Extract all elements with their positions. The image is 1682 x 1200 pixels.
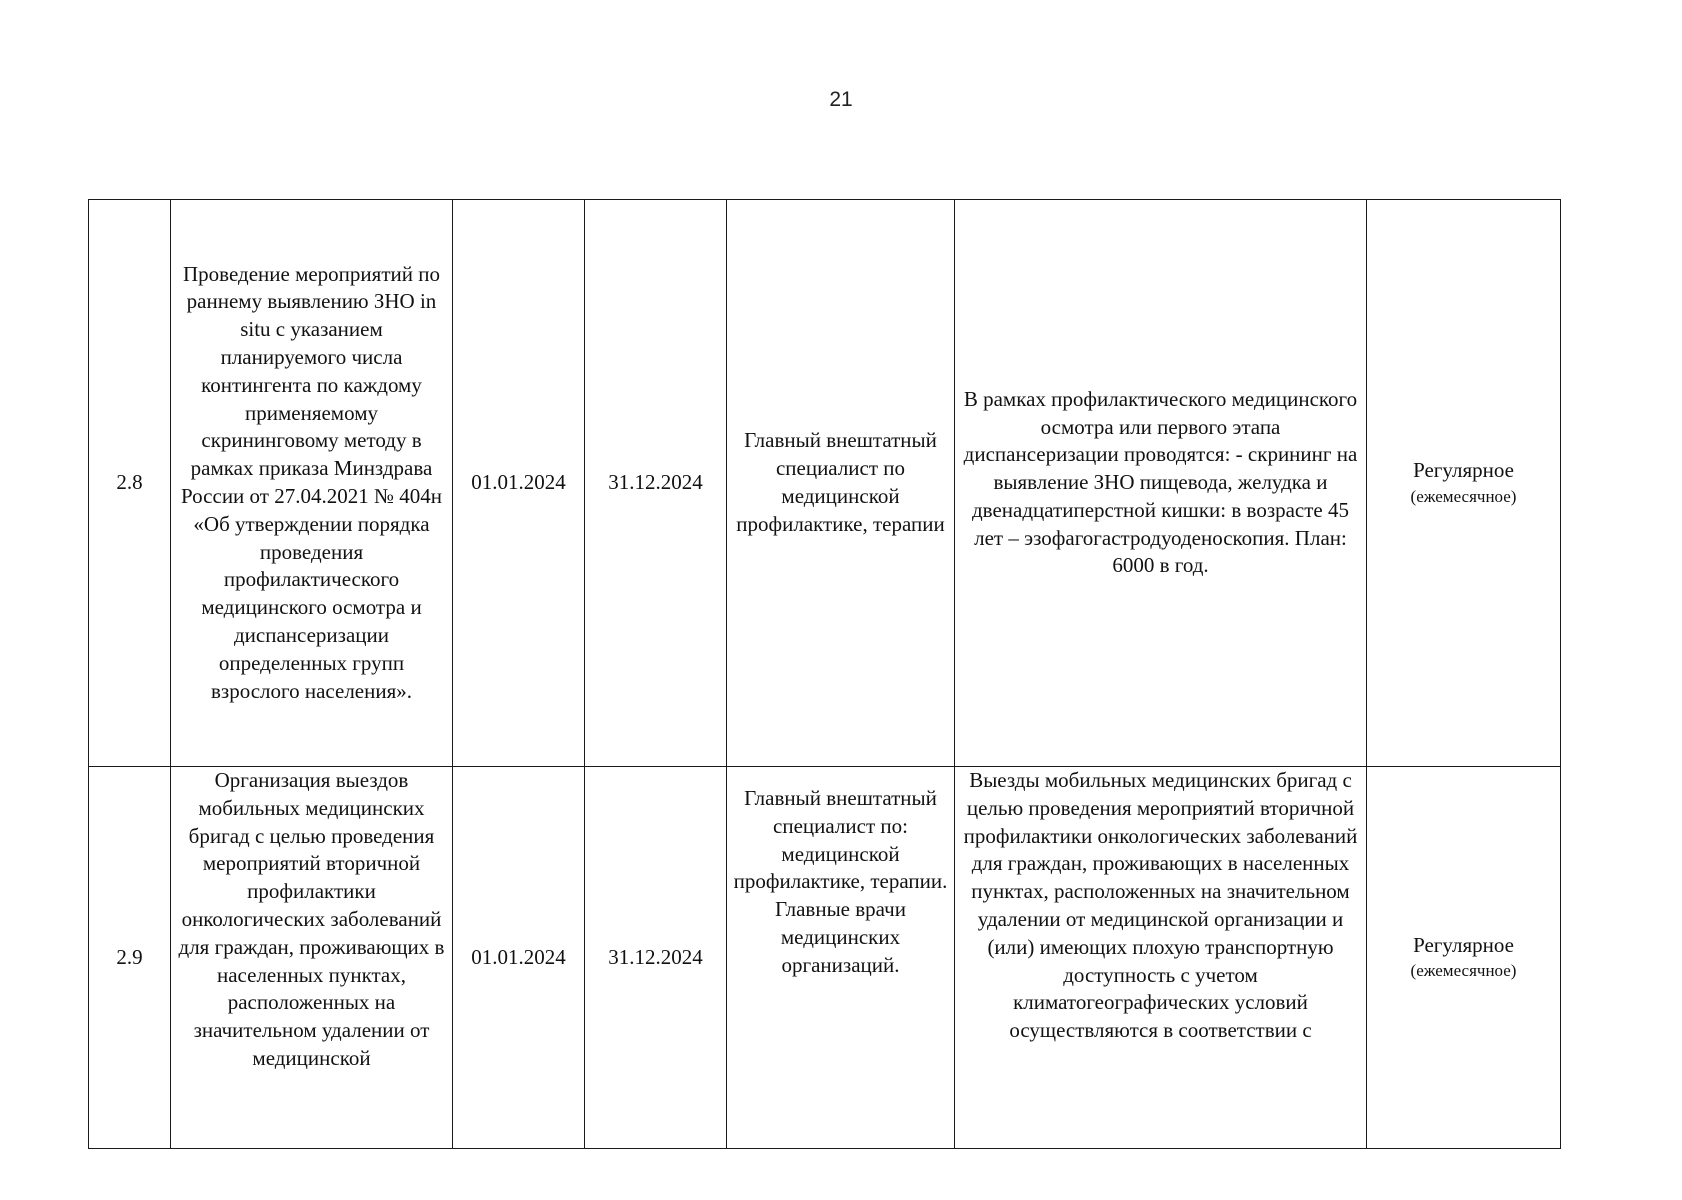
start-date-cell — [453, 200, 585, 767]
result-cell — [955, 200, 1367, 767]
row-number-cell — [89, 200, 171, 767]
row-number: 2.8 — [116, 470, 143, 495]
responsible-text: Главный внештатный специалист по медицинской профилактике, терапии — [736, 428, 945, 536]
responsible-cell — [727, 200, 955, 767]
periodicity-note: (ежемесячное) — [1410, 486, 1517, 506]
table-row — [89, 767, 1561, 1149]
responsible-text: Главный внештатный специалист по: медицинской профилактике, терапии. Главные врачи медицинских организаций. — [733, 786, 948, 977]
periodicity-note: (ежемесячное) — [1410, 961, 1517, 981]
result-cell — [955, 767, 1367, 1149]
activity-text: Проведение мероприятий по раннему выявлению ЗНО in situ с указанием планируемого числа контингента по каждому применяемому скрининговому методу в рамках приказа Минздрава России от 27.04.2021 № 404н «Об утверждении порядка проведения профилактического медицинского осмотра и диспансеризации определенных групп взрослого населения». — [181, 261, 442, 703]
start-date: 01.01.2024 — [471, 944, 566, 969]
row-number-cell — [89, 767, 171, 1149]
end-date: 31.12.2024 — [608, 470, 703, 495]
periodicity-cell — [1367, 767, 1561, 1149]
activity-cell — [171, 767, 453, 1149]
start-date-cell — [453, 767, 585, 1149]
activity-cell — [171, 200, 453, 767]
plan-table — [88, 199, 1561, 1149]
row-number: 2.9 — [116, 944, 143, 969]
page-number: 21 — [829, 88, 853, 111]
periodicity-text: Регулярное — [1413, 932, 1514, 957]
end-date-cell — [585, 200, 727, 767]
start-date: 01.01.2024 — [471, 470, 566, 495]
periodicity-text: Регулярное — [1413, 458, 1514, 483]
end-date-cell — [585, 767, 727, 1149]
end-date: 31.12.2024 — [608, 944, 703, 969]
result-text: Выезды мобильных медицинских бригад с целью проведения мероприятий вторичной профилактики онкологических заболеваний для граждан, проживающих в населенных пунктах, расположенных на значительном удалении от медицинской организации и (или) имеющих плохую транспортную доступность с учетом климатогеографических условий осуществляются в соответствии с — [963, 768, 1358, 1043]
activity-text: Организация выездов мобильных медицинских бригад с целью проведения мероприятий вторичной профилактики онкологических заболеваний для граждан, проживающих в населенных пунктах, расположенных на значительном удалении от медицинской — [178, 768, 445, 1070]
responsible-cell — [727, 767, 955, 1149]
periodicity-cell — [1367, 200, 1561, 767]
table-row — [89, 200, 1561, 767]
result-text: В рамках профилактического медицинского осмотра или первого этапа диспансеризации проводятся: - скрининг на выявление ЗНО пищевода, желудка и двенадцатиперстной кишки: в возрасте 45 лет – эзофагогастродуоденоскопия. План: 6000 в год. — [963, 386, 1358, 578]
